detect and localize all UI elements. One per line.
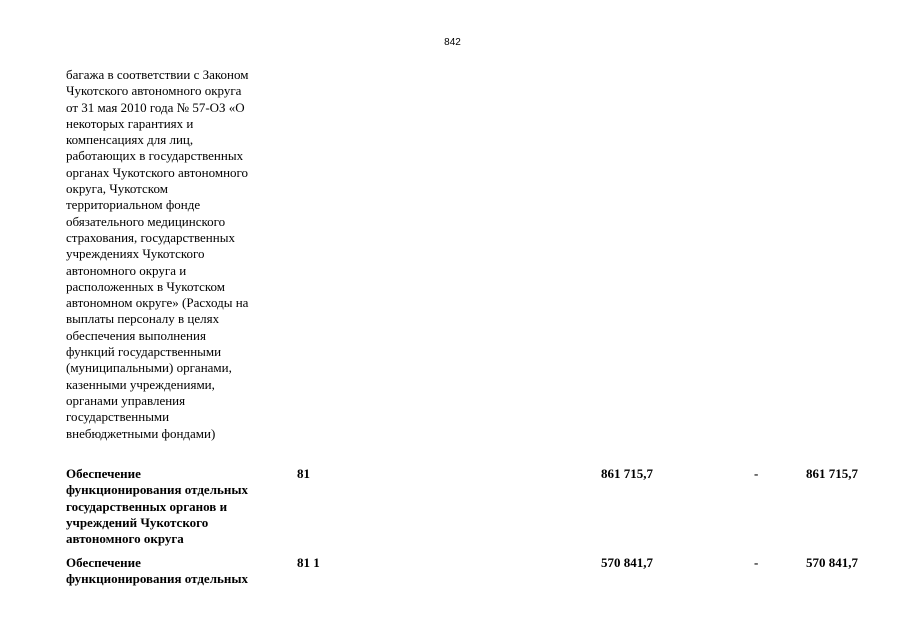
row-change: - bbox=[754, 555, 759, 570]
description-line: учреждений Чукотского bbox=[66, 514, 209, 530]
row-amount: 861 715,7 bbox=[601, 466, 653, 481]
description-line: компенсациях для лиц, bbox=[66, 132, 194, 148]
description-line: государственными bbox=[66, 409, 170, 425]
row-description bbox=[66, 67, 286, 442]
description-line: округа, Чукотском bbox=[66, 181, 168, 197]
description-line: работающих в государственных bbox=[66, 148, 244, 164]
description-line: функционирования отдельных bbox=[66, 571, 248, 587]
description-line: Обеспечение bbox=[66, 555, 141, 570]
description-line: (муниципальными) органами, bbox=[66, 360, 232, 376]
description-line: расположенных в Чукотском bbox=[66, 278, 226, 294]
row-change: - bbox=[754, 466, 759, 481]
description-line: некоторых гарантиях и bbox=[66, 115, 194, 131]
row-amount: 570 841,7 bbox=[601, 555, 653, 570]
row-description bbox=[66, 555, 286, 588]
description-line: территориальном фонде bbox=[66, 197, 201, 213]
description-line: учреждениях Чукотского bbox=[66, 246, 205, 262]
description-line: внебюджетными фондами) bbox=[66, 425, 216, 441]
description-line: обязательного медицинского bbox=[66, 213, 226, 229]
row-code: 81 bbox=[297, 466, 310, 481]
description-line: обеспечения выполнения bbox=[66, 327, 206, 343]
description-line: Чукотского автономного округа bbox=[66, 83, 242, 99]
description-line: страхования, государственных bbox=[66, 229, 235, 245]
row-total: 861 715,7 bbox=[806, 466, 858, 481]
description-line: выплаты персоналу в целях bbox=[66, 311, 220, 327]
description-line: автономного округа и bbox=[66, 262, 187, 278]
description-line: государственных органов и bbox=[66, 498, 228, 514]
description-line: автономного округа bbox=[66, 531, 184, 547]
row-description bbox=[66, 466, 286, 547]
description-line: органами управления bbox=[66, 392, 186, 408]
row-total: 570 841,7 bbox=[806, 555, 858, 570]
description-line: функционирования отдельных bbox=[66, 482, 248, 498]
description-line: автономном округе» (Расходы на bbox=[66, 295, 249, 311]
description-line: Обеспечение bbox=[66, 466, 141, 481]
description-line: багажа в соответствии с Законом bbox=[66, 67, 249, 82]
description-line: функций государственными bbox=[66, 344, 222, 360]
description-line: от 31 мая 2010 года № 57-ОЗ «О bbox=[66, 99, 245, 115]
description-line: казенными учреждениями, bbox=[66, 376, 215, 392]
page-number: 842 bbox=[444, 37, 461, 48]
description-line: органах Чукотского автономного bbox=[66, 164, 249, 180]
row-code: 81 1 bbox=[297, 555, 320, 570]
